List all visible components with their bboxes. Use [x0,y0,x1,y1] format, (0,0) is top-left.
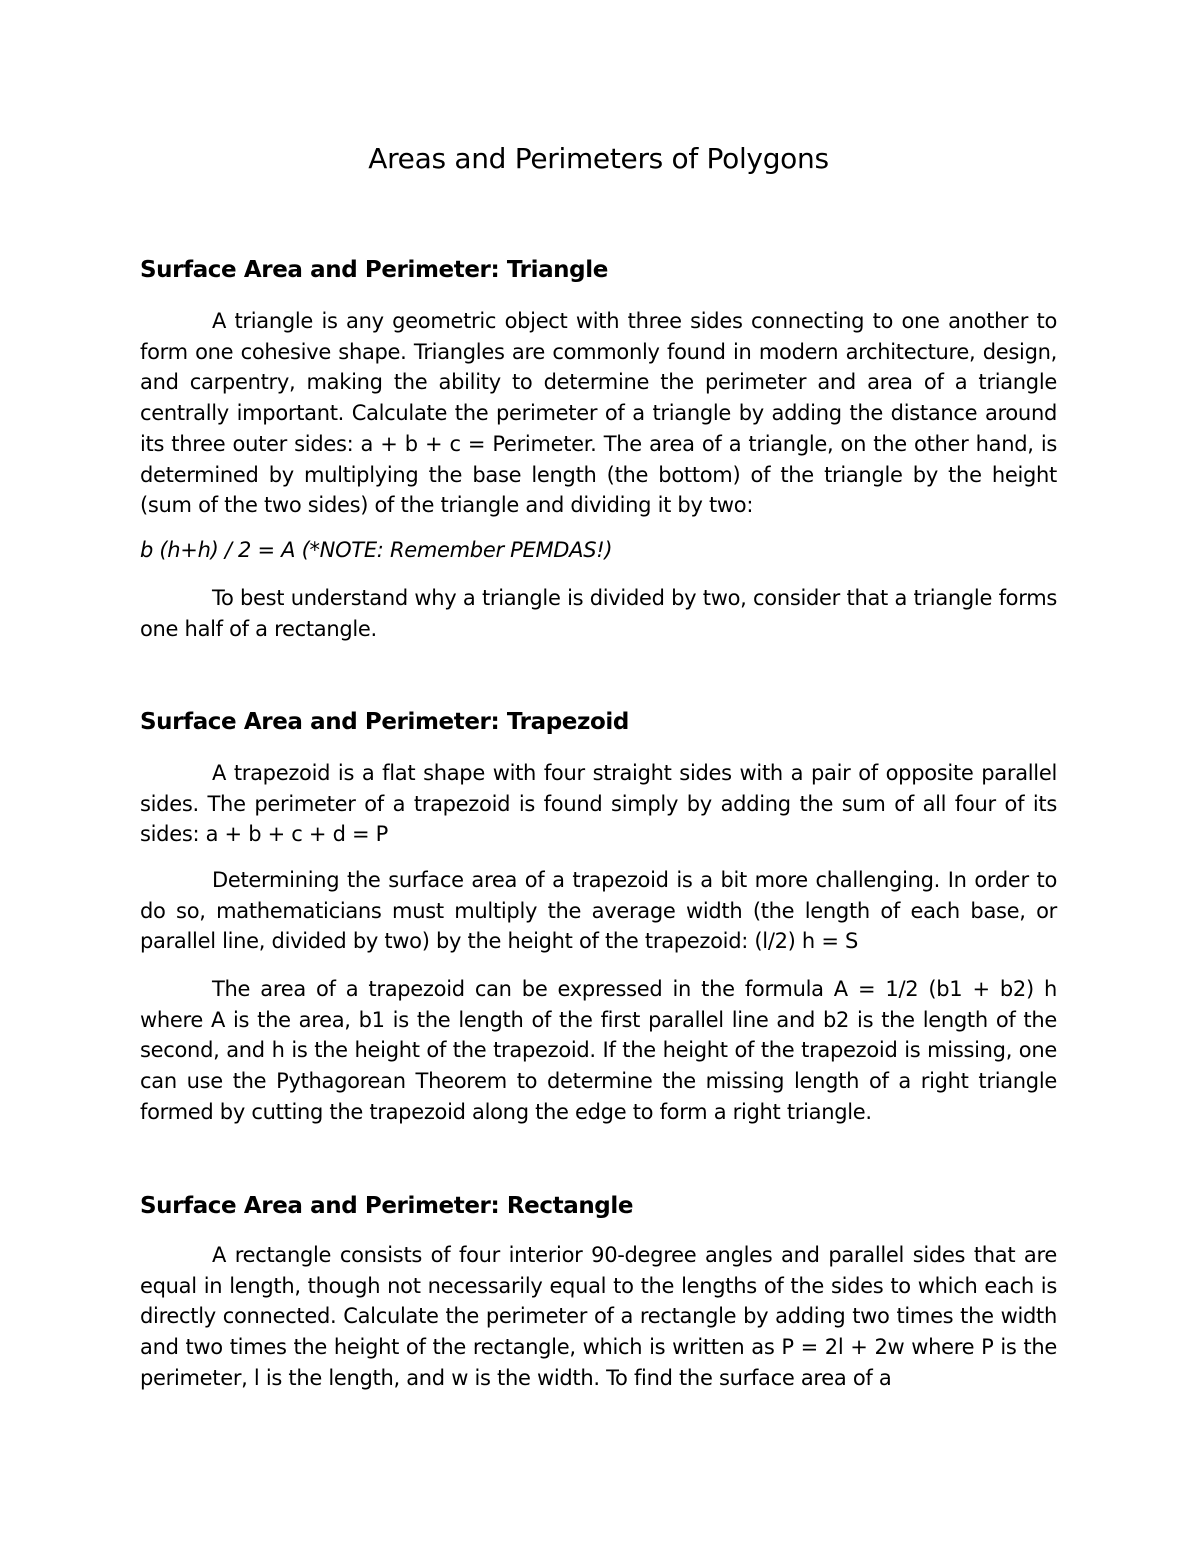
triangle-paragraph-2: To best understand why a triangle is divided by two, consider that a triangle forms one half of a rectangle. [140,586,1057,641]
rectangle-section-heading: Surface Area and Perimeter: Rectangle [140,1193,634,1219]
trapezoid-paragraph-3: The area of a trapezoid can be expressed in the formula A = 1/2 (b1 + b2) h where A is the area, b1 is the length of the first parallel line and b2 is the length of the second, and h is the height of the trapezoid. If the height of the trapezoid is missing, one can use the Pythagorean Theorem to determine the missing length of a right triangle formed by cutting the trapezoid along the edge to form a right triangle. [140,977,1057,1124]
trapezoid-section-heading: Surface Area and Perimeter: Trapezoid [140,709,629,735]
triangle-paragraph-1: A triangle is any geometric object with three sides connecting to one another to form one cohesive shape. Triangles are commonly found in modern architecture, design, and carpentry, making the ability to determine the perimeter and area of a triangle centrally important. Calculate the perimeter of a triangle by adding the distance around its three outer sides: a + b + c = Perimeter. The area of a triangle, on the other hand, is determined by multiplying the base length (the bottom) of the triangle by the height (sum of the two sides) of the triangle and dividing it by two: [140,309,1057,518]
trapezoid-paragraph-1: A trapezoid is a flat shape with four straight sides with a pair of opposite parallel sides. The perimeter of a trapezoid is found simply by adding the sum of all four of its sides: a + b + c + d = P [140,761,1057,847]
trapezoid-paragraph-2: Determining the surface area of a trapezoid is a bit more challenging. In order to do so, mathematicians must multiply the average width (the length of each base, or parallel line, divided by two) by the height of the trapezoid: (l/2) h = S [140,868,1057,954]
rectangle-paragraph-1: A rectangle consists of four interior 90-degree angles and parallel sides that are equal in length, though not necessarily equal to the lengths of the sides to which each is directly connected. Calculate the perimeter of a rectangle by adding two times the width and two times the height of the rectangle, which is written as P = 2l + 2w where P is the perimeter, l is the length, and w is the width. To find the surface area of a [140,1243,1057,1390]
triangle-area-formula: b (h+h) / 2 = A (*NOTE: Remember PEMDAS!) [140,538,613,562]
document-title: Areas and Perimeters of Polygons [368,142,829,175]
triangle-section-heading: Surface Area and Perimeter: Triangle [140,257,608,283]
